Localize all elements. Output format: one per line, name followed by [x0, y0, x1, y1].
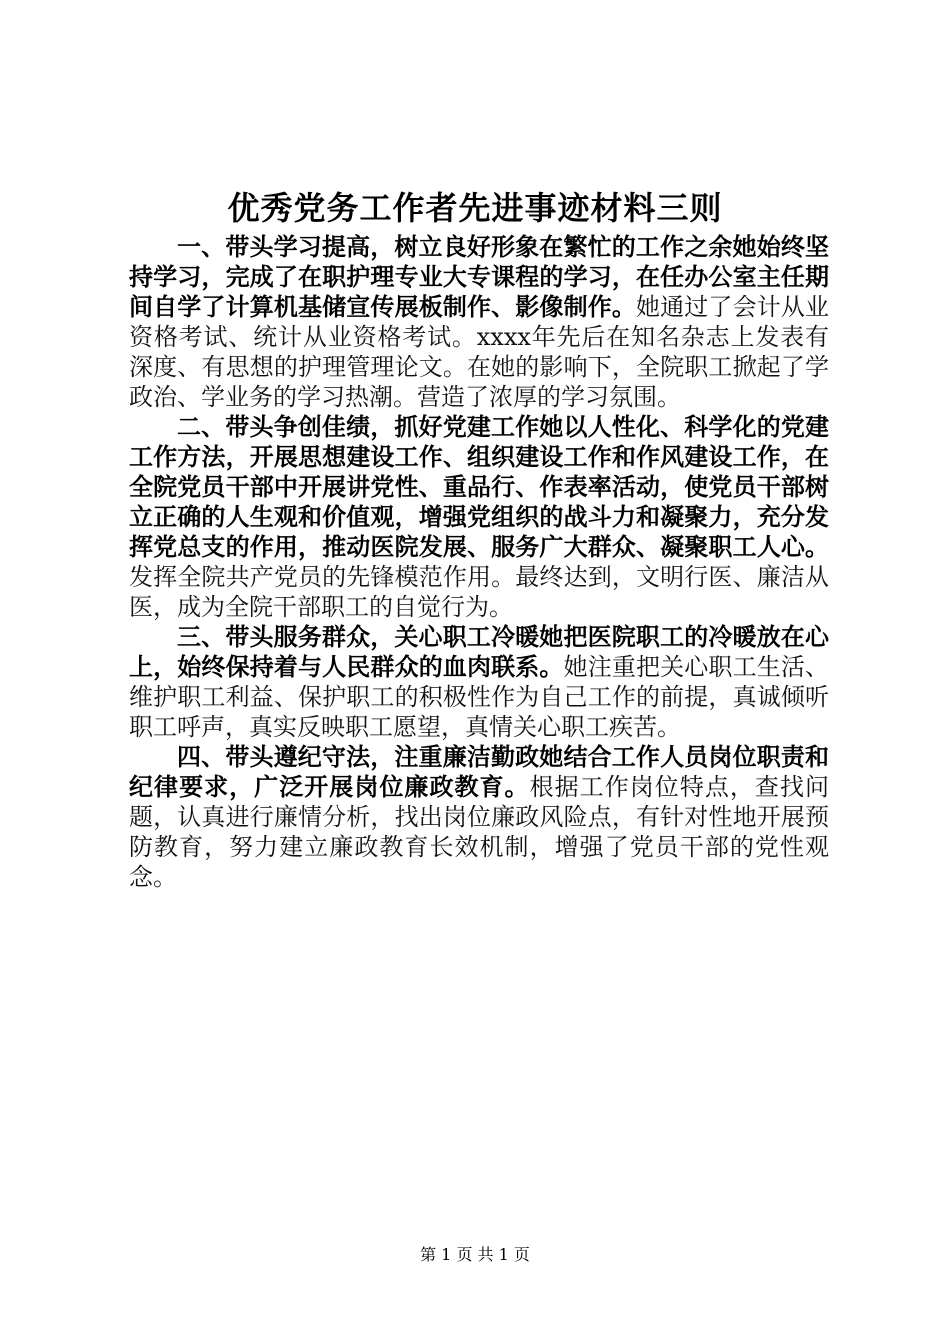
paragraph-3-text: 她注重把关心职工生活、维护职工利益、保护职工的积极性作为自己工作的前提，真诚倾听职工呼声，真实反映职工愿望，真情关心职工疾苦。	[129, 653, 830, 741]
paragraph-3-lead: 三、带头服务群众，关心职工冷暖她把医院职工的冷暖放在心上，始终保持着与人民群众的血肉联系。	[129, 622, 829, 681]
paragraph-2	[129, 412, 829, 622]
paragraph-3	[129, 622, 829, 742]
paragraph-2-text: 发挥全院共产党员的先锋模范作用。最终达到，文明行医、廉洁从医，成为全院干部职工的自觉行为。	[129, 563, 829, 621]
paragraph-1-text: 她通过了会计从业资格考试、统计从业资格考试。xxxx年先后在知名杂志上发表有深度、有思想的护理管理论文。在她的影响下，全院职工掀起了学政治、学业务的学习热潮。营造了浓厚的学习氛围。	[129, 293, 829, 411]
paragraph-2-lead: 二、带头争创佳绩，抓好党建工作她以人性化、科学化的党建工作方法，开展思想建设工作、组织建设工作和作风建设工作，在全院党员干部中开展讲党性、重品行、作表率活动，使党员干部树立正确的人生观和价值观，增强党组织的战斗力和凝聚力，充分发挥党总支的作用，推动医院发展、服务广大群众、凝聚职工人心。	[129, 412, 829, 561]
paragraph-4-text: 根据工作岗位特点，查找问题，认真进行廉情分析，找出岗位廉政风险点，有针对性地开展预防教育，努力建立廉政教育长效机制，增强了党员干部的党性观念。	[129, 773, 830, 891]
document-title: 优秀党务工作者先进事迹材料三则	[227, 189, 723, 227]
paragraph-4	[129, 742, 829, 892]
page-footer: 第 1 页 共 1 页	[420, 1245, 530, 1264]
paragraph-4-lead: 四、带头遵纪守法，注重廉洁勤政她结合工作人员岗位职责和纪律要求，广泛开展岗位廉政教育。	[129, 742, 829, 801]
paragraph-1	[129, 232, 829, 412]
document-body	[129, 232, 829, 892]
paragraph-1-lead: 一、带头学习提高，树立良好形象在繁忙的工作之余她始终坚持学习，完成了在职护理专业大专课程的学习，在任办公室主任期间自学了计算机基储宣传展板制作、影像制作。	[129, 232, 829, 321]
